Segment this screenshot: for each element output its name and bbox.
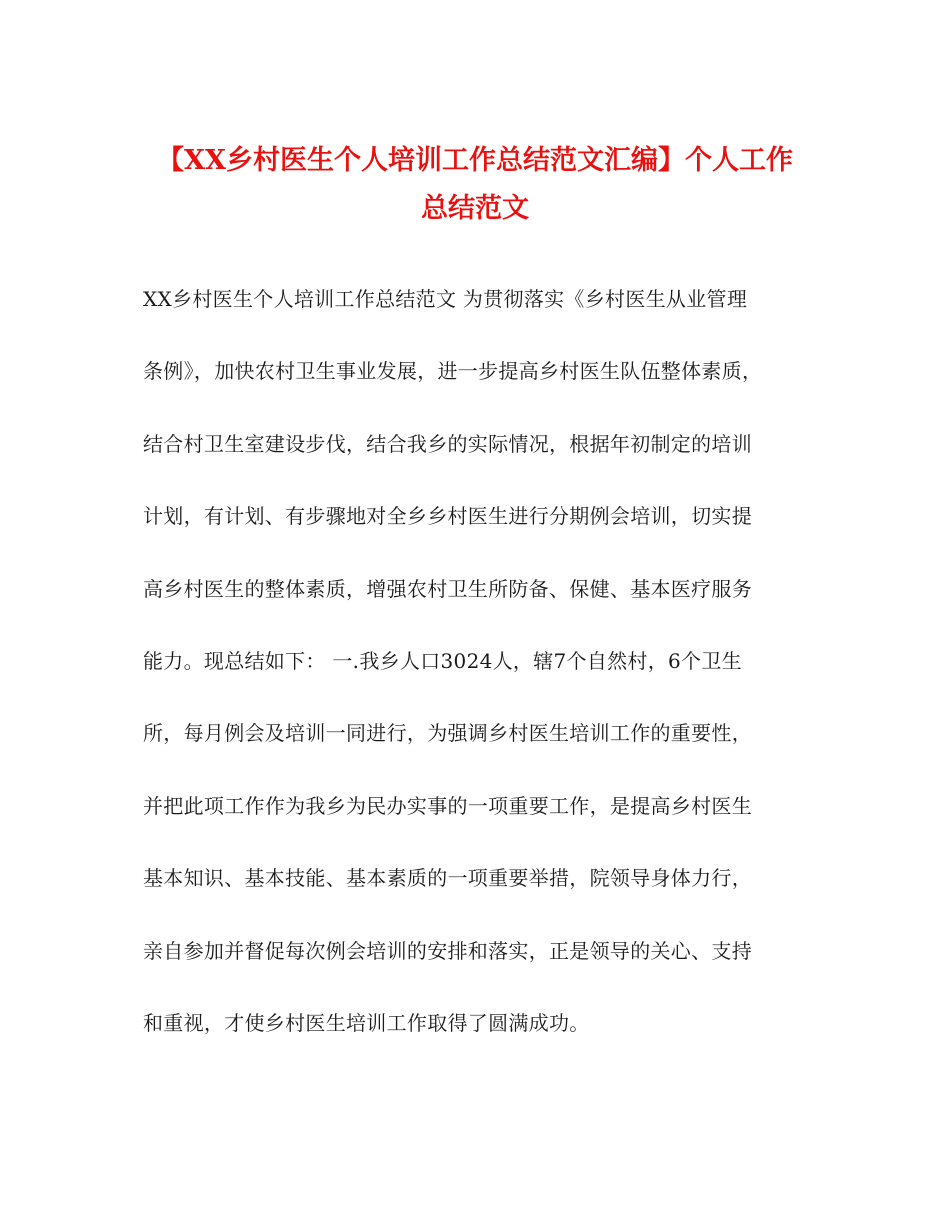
document-body [143,279,823,1075]
document-title-line-1: 【XX乡村医生个人培训工作总结范文汇编】个人工作 [157,145,793,176]
body-line: 结合村卫生室建设步伐，结合我乡的实际情况，根据年初制定的培训 [143,431,752,456]
document-title-line-2: 总结范文 [421,193,529,224]
body-line: 高乡村医生的整体素质，增强农村卫生所防备、保健、基本医疗服务 [143,576,752,601]
body-line: XX乡村医生个人培训工作总结范文 为贯彻落实《乡村医生从业管理 [143,287,748,311]
body-line: 能力。现总结如下： 一.我乡人口3024人，辖7个自然村，6个卫生 [143,648,742,673]
body-line: 并把此项工作作为我乡为民办实事的一项重要工作，是提高乡村医生 [143,793,752,818]
body-line: 基本知识、基本技能、基本素质的一项重要举措，院领导身体力行， [143,866,752,891]
body-line: 亲自参加并督促每次例会培训的安排和落实，正是领导的关心、支持 [143,938,752,963]
body-line: 条例》，加快农村卫生事业发展，进一步提高乡村医生队伍整体素质， [143,359,763,384]
body-line: 所，每月例会及培训一同进行，为强调乡村医生培训工作的重要性， [143,721,752,746]
body-line: 和重视，才使乡村医生培训工作取得了圆满成功。 [143,1010,590,1035]
body-line: 计划，有计划、有步骤地对全乡乡村医生进行分期例会培训，切实提 [143,504,752,529]
